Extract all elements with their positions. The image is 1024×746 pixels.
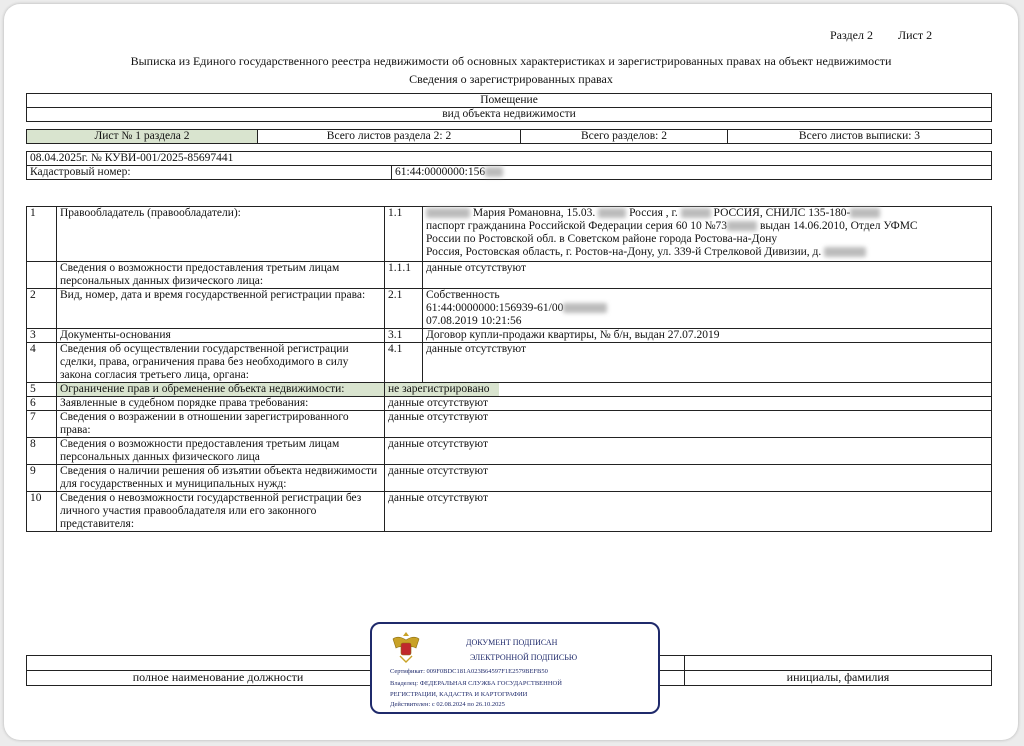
row-label: Сведения об осуществлении государственной регистрации сделки, права, ограничения права без необходимого в силу закона согласия третьего лица, органа: [57,343,385,383]
right-type: Собственность [426,289,500,301]
redacted-mark [727,221,757,231]
row-value: данные отсутствуют [385,438,992,465]
object-type-label: вид объекта недвижимости [27,108,992,122]
table-row [27,492,992,532]
total-section-sheets: Всего листов раздела 2: 2 [258,130,521,144]
table-row [27,397,992,411]
document-subtitle: Сведения о зарегистрированных правах [409,72,613,86]
coat-of-arms-icon [390,630,422,664]
row-value: данные отсутствуют [385,465,992,492]
row-value: данные отсутствуют [385,411,992,438]
row-label: Ограничение прав и обременение объекта недвижимости: [57,383,385,397]
row-sub-number: 4.1 [385,343,423,383]
row-number: 5 [27,383,57,397]
row-label: Сведения о невозможности государственной регистрации без личного участия правообладателя или его законного представителя: [57,492,385,532]
object-type-table [26,93,992,122]
table-row [27,411,992,438]
row-number: 9 [27,465,57,492]
row-number: 4 [27,343,57,383]
document-title: Выписка из Единого государственного реестра недвижимости об основных характеристиках и зарегистрированных правах на объект недвижимости [130,54,892,68]
row-number: 8 [27,438,57,465]
document-page [4,4,1018,740]
position-label: полное наименование должности [27,671,410,686]
cadastral-value-cell [392,166,992,180]
owner-snils: РОССИЯ, СНИЛС 135-180- [713,207,851,219]
row-sub-number: 1.1 [385,207,423,262]
registration-details [423,289,992,329]
row-label: Сведения о возможности предоставления третьим лицам персональных данных физического лица: [57,262,385,289]
row-value: данные отсутствуют [385,492,992,532]
owner-passport: паспорт гражданина Российской Федерации серия 60 10 №73 [426,220,728,232]
section-label: Раздел 2 [830,28,873,42]
row-number: 7 [27,411,57,438]
redacted-mark [563,303,607,313]
row-label: Заявленные в судебном порядке права требования: [57,397,385,411]
table-row [27,289,992,329]
stamp-title-2: ЭЛЕКТРОННОЙ ПОДПИСЬЮ [470,653,578,662]
redacted-mark [681,208,711,218]
owner-address: Россия, Ростовская область, г. Ростов-на-Дону, ул. 339-й Стрелковой Дивизии, д. [426,246,822,258]
row-number: 1 [27,207,57,262]
rights-table [26,206,992,532]
redacted-mark [598,208,626,218]
registration-number: 61:44:0000000:156939-61/00 [426,302,564,314]
row-label: Документы-основания [57,329,385,343]
stamp-certificate: Сертификат: 009F0BDC181A023B64597F1E2579BEFB50 [390,668,548,675]
row-value: не зарегистрировано [385,383,499,396]
row-value: данные отсутствуют [423,262,992,289]
row-value: данные отсутствуют [385,397,992,411]
row-label: Вид, номер, дата и время государственной регистрации права: [57,289,385,329]
redacted-mark [485,167,503,177]
owner-name: Мария Романовна, 15.03. [472,207,596,219]
object-type: Помещение [27,94,992,108]
owner-details [423,207,992,262]
row-number: 6 [27,397,57,411]
stamp-owner-1: Владелец: ФЕДЕРАЛЬНАЯ СЛУЖБА ГОСУДАРСТВЕННОЙ [390,680,562,687]
sheet-counts-table [26,129,992,144]
table-row [27,438,992,465]
total-sections: Всего разделов: 2 [521,130,728,144]
cadastral-value: 61:44:0000000:156 [395,166,486,178]
row-number: 3 [27,329,57,343]
sheet-number: Лист № 1 раздела 2 [27,130,258,144]
table-row [27,343,992,383]
row-sub-number: 1.1.1 [385,262,423,289]
owner-passport-issued: выдан 14.06.2010, Отдел УФМС [759,220,918,232]
row-value: Договор купли-продажи квартиры, № б/н, выдан 27.07.2019 [423,329,992,343]
e-signature-stamp [370,622,660,714]
sheet-label: Лист 2 [897,28,933,42]
row-sub-number: 3.1 [385,329,423,343]
owner-passport-authority: России по Ростовской обл. в Советском районе города Ростова-на-Дону [426,233,778,245]
date-number: 08.04.2025г. № КУВИ-001/2025-85697441 [27,152,992,166]
row-value-cell [385,383,992,397]
stamp-validity: Действителен: с 02.08.2024 по 26.10.2025 [390,701,505,708]
stamp-title-1: ДОКУМЕНТ ПОДПИСАН [466,638,558,647]
table-row [27,329,992,343]
table-row [27,207,992,262]
owner-birthplace: Россия , г. [629,207,678,219]
name-label: инициалы, фамилия [685,671,992,686]
table-row [27,383,992,397]
row-label: Сведения о возможности предоставления третьим лицам персональных данных физического лица [57,438,385,465]
row-label: Правообладатель (правообладатели): [57,207,385,262]
table-row [27,262,992,289]
registration-datetime: 07.08.2019 10:21:56 [426,315,522,327]
total-sheets: Всего листов выписки: 3 [728,130,992,144]
row-label: Сведения о возражении в отношении зарегистрированного права: [57,411,385,438]
redacted-mark [824,247,866,257]
row-value: данные отсутствуют [423,343,992,383]
stamp-owner-2: РЕГИСТРАЦИИ, КАДАСТРА И КАРТОГРАФИИ [390,691,528,698]
redacted-mark [850,208,880,218]
table-row [27,465,992,492]
row-sub-number: 2.1 [385,289,423,329]
page-header-right [830,28,954,43]
cadastral-label: Кадастровый номер: [27,166,392,180]
redacted-mark [426,208,470,218]
row-number: 2 [27,289,57,329]
reference-table [26,151,992,180]
row-number: 10 [27,492,57,532]
row-label: Сведения о наличии решения об изъятии объекта недвижимости для государственных и муниципальных нужд: [57,465,385,492]
